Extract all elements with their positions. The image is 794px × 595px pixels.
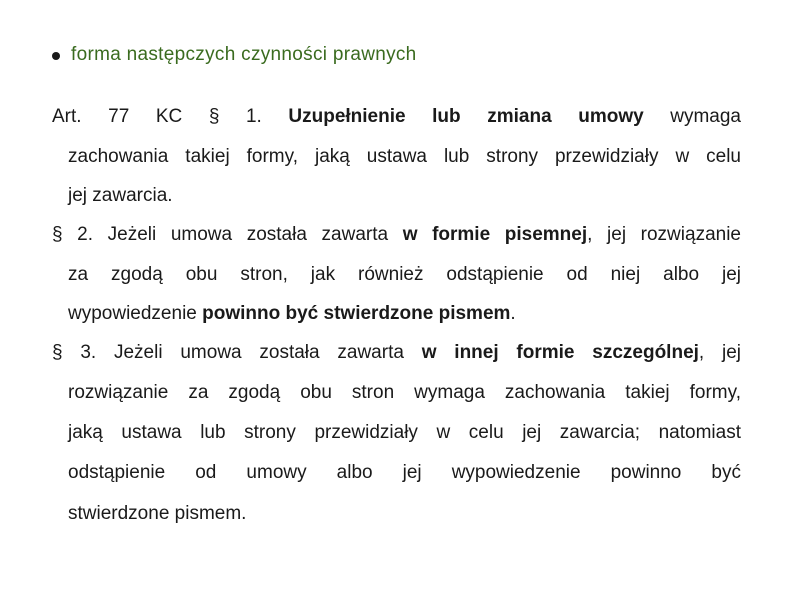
art77-line2: zachowania takiej formy, jaką ustawa lub strony przewidziały w celu bbox=[68, 146, 741, 167]
p2-prefix: § 2. Jeżeli umowa została zawarta bbox=[52, 224, 403, 245]
bullet-item bbox=[52, 44, 417, 66]
p3-line3: jaką ustawa lub strony przewidziały w celu jej zawarcia; natomiast bbox=[68, 422, 741, 443]
p3-line2: rozwiązanie za zgodą obu stron wymaga zachowania takiej formy, bbox=[68, 382, 741, 403]
p2-line2: za zgodą obu stron, jak również odstąpienie od niej albo jej bbox=[68, 264, 741, 285]
p3-bold: w innej formie szczególnej bbox=[421, 342, 699, 363]
p2-line1 bbox=[52, 225, 741, 245]
p3-prefix: § 3. Jeżeli umowa została zawarta bbox=[52, 342, 422, 363]
p2-bold1: w formie pisemnej bbox=[402, 224, 588, 245]
p2-line3-suffix: . bbox=[510, 303, 516, 324]
bullet-text: forma następczych czynności prawnych bbox=[71, 44, 417, 65]
p2-line3 bbox=[68, 304, 741, 324]
p3-line4: odstąpienie od umowy albo jej wypowiedzenie powinno być bbox=[68, 462, 741, 483]
p2-bold2: powinno być stwierdzone pismem bbox=[202, 303, 511, 324]
art77-bold: Uzupełnienie lub zmiana umowy bbox=[288, 106, 644, 127]
art77-prefix: Art. 77 KC § 1. bbox=[52, 106, 289, 127]
p3-line1 bbox=[52, 343, 741, 363]
art77-line3: jej zawarcia. bbox=[68, 185, 173, 206]
art77-line1 bbox=[52, 107, 741, 127]
p3-line5: stwierdzone pismem. bbox=[68, 503, 247, 524]
p2-mid1: , jej rozwiązanie bbox=[587, 224, 741, 245]
bullet-dot-icon bbox=[52, 52, 60, 60]
p3-suffix: , jej bbox=[698, 342, 741, 363]
p2-line3-prefix: wypowiedzenie bbox=[68, 303, 203, 324]
art77-suffix: wymaga bbox=[643, 106, 741, 127]
